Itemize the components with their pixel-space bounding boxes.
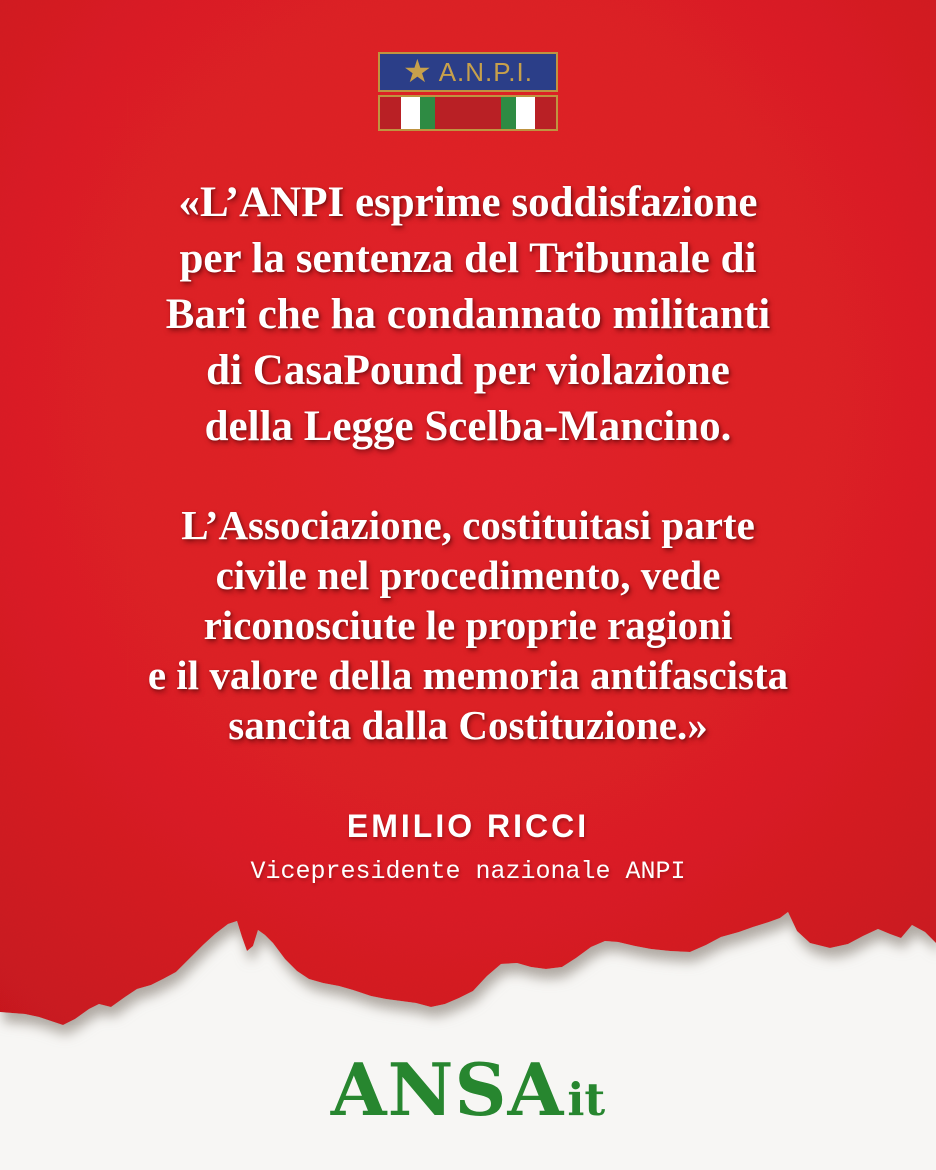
quote-line: L’Associazione, costituitasi parte [181, 502, 755, 548]
ribbon-segment-white [516, 97, 534, 129]
quote-line: «L’ANPI esprime soddisfazione [178, 179, 758, 226]
anpi-star-icon: ★ [403, 53, 432, 89]
ribbon-segment-white [401, 97, 419, 129]
ribbon-segment-red [380, 97, 401, 129]
quote-line: e il valore della memoria antifascista [147, 652, 789, 698]
quote-paragraph-1 [40, 175, 896, 455]
anpi-logo [378, 52, 558, 131]
quote-line: riconosciute le proprie ragioni [203, 602, 733, 648]
anpi-acronym: A.N.P.I. [438, 57, 533, 87]
ansa-logo [0, 1047, 936, 1132]
quote-line: sancita dalla Costituzione.» [228, 702, 708, 748]
quote-line: civile nel procedimento, vede [215, 552, 721, 598]
quote-line: per la sentenza del Tribunale di [179, 235, 757, 282]
ribbon-segment-red [535, 97, 556, 129]
ansa-it-suffix: it [567, 1073, 606, 1126]
quote-line: della Legge Scelba-Mancino. [204, 403, 732, 450]
ribbon-segment-green [420, 97, 436, 129]
anpi-tricolor-ribbon [378, 95, 558, 131]
quote-line: Bari che ha condannato militanti [165, 291, 771, 338]
quote-paragraph-2 [40, 500, 896, 750]
ribbon-segment-green [501, 97, 517, 129]
author-role: Vicepresidente nazionale ANPI [250, 857, 686, 886]
ansa-wordmark: ANSA [330, 1047, 565, 1132]
author-name: EMILIO RICCI [346, 808, 590, 844]
ribbon-segment-red-center [435, 97, 500, 129]
quote-line: di CasaPound per violazione [206, 347, 730, 394]
anpi-plate [378, 52, 558, 92]
